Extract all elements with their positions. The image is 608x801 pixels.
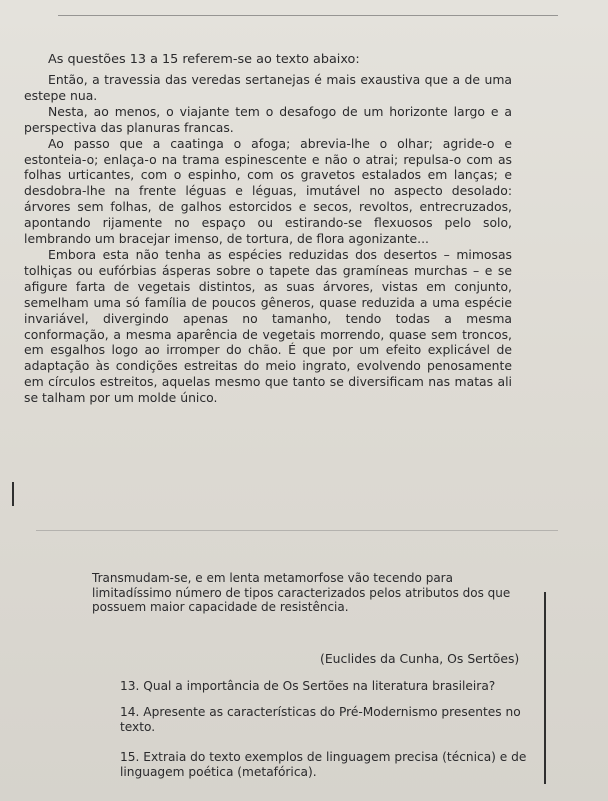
middle-divider bbox=[36, 530, 558, 531]
citation: (Euclides da Cunha, Os Sertões) bbox=[320, 651, 520, 666]
paragraph-1: Então, a travessia das veredas sertanejas é mais exaustiva que a de uma estepe nua. bbox=[24, 72, 512, 103]
questions-list bbox=[120, 679, 530, 791]
left-margin-mark bbox=[12, 482, 14, 506]
paragraph-2: Nesta, ao menos, o viajante tem o desafogo de um horizonte largo e a perspectiva das planuras francas. bbox=[24, 103, 512, 135]
paragraph-3: Ao passo que a caatinga o afoga; abrevia-lhe o olhar; agride-o e estonteia-o; enlaça-o na trama espinescente e não o atrai; repulsa-o com as folhas urticantes, com o espinho, com os gravetos estalados em lanças; e desdobra-lhe na frente léguas e léguas, imutável no aspecto desolado: árvores sem folhas, de galhos estorcidos e secos, revoltos, entrecruzados, apontando rijamente no espaço ou estirando-se flexuosos pelo solo, lembrando um bracejar imenso, de tortura, de flora agonizante... bbox=[24, 135, 512, 247]
question-14: 14. Apresente as características do Pré-Modernismo presentes no texto. bbox=[120, 704, 521, 734]
question-15: 15. Extraia do texto exemplos de linguagem precisa (técnica) e de linguagem poética (metafórica). bbox=[120, 750, 527, 780]
question-13: 13. Qual a importância de Os Sertões na literatura brasileira? bbox=[120, 679, 496, 693]
main-passage bbox=[24, 72, 512, 406]
paragraph-4: Embora esta não tenha as espécies reduzidas dos desertos – mimosas tolhiças ou eufórbias ásperas sobre o tapete das gramíneas murchas – e se afigure farta de vegetais distintos, as suas árvores, vistas em conjunto, semelham uma só família de poucos gêneros, quase reduzida a uma espécie invariável, divergindo apenas no tamanho, tendo todas a mesma conformação, a mesma aparência de vegetais morrendo, quase sem troncos, em esgalhos logo ao irromper do chão. É que por um efeito explicável de adaptação às condições estreitas do meio ingrato, evolvendo penosamente em círculos estreitos, aquelas mesmo que tanto se diversificam nas matas ali se talham por um molde único. bbox=[24, 246, 512, 406]
instruction-heading: As questões 13 a 15 referem-se ao texto abaixo: bbox=[48, 52, 360, 67]
right-margin-line bbox=[544, 592, 546, 784]
second-paragraph: Transmudam-se, e em lenta metamorfose vão tecendo para limitadíssimo número de tipos caracterizados pelos atributos dos que possuem maior capacidade de resistência. bbox=[92, 571, 511, 614]
top-divider bbox=[58, 15, 558, 16]
